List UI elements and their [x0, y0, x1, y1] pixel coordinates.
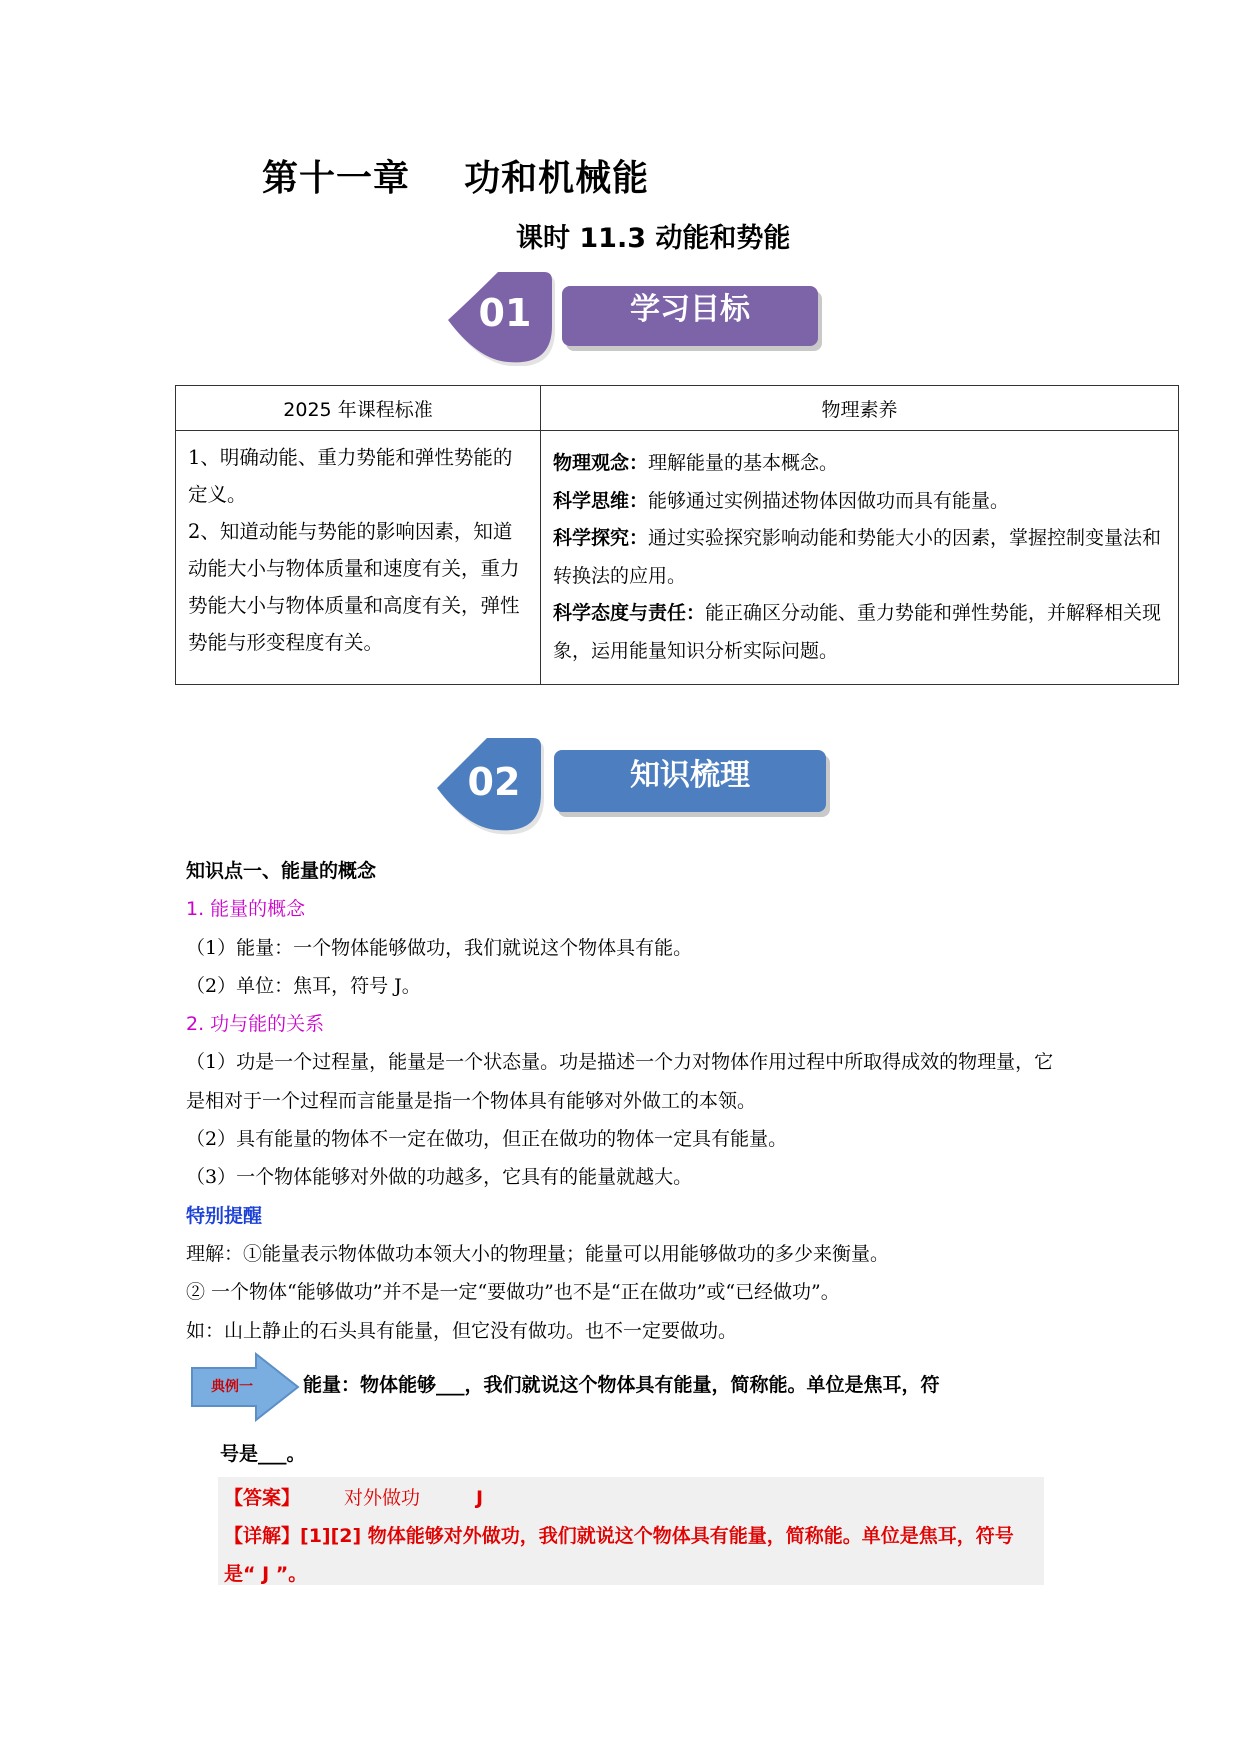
subsection-title: 1. 能量的概念 — [186, 898, 306, 921]
detail-text: [1][2] 物体能够对外做功，我们就说这个物体具有能量，简称能。单位是焦耳，符号是“ J ”。 — [224, 1525, 1014, 1585]
literacy-label: 物理观念： — [553, 452, 649, 474]
answer-value: J — [476, 1487, 484, 1509]
knowledge-point-title: 知识点一、能量的概念 — [186, 860, 377, 882]
answer-line — [224, 1479, 1038, 1517]
literacy-item — [553, 520, 1166, 595]
standard-item: 2、知道动能与势能的影响因素，知道动能大小与物体质量和速度有关，重力势能大小与物体质量和高度有关，弹性势能与形变程度有关。 — [188, 520, 520, 654]
literacy-label: 科学态度与责任： — [553, 602, 706, 624]
note-title: 特别提醒 — [186, 1204, 263, 1227]
answer-value: 对外做功 — [344, 1487, 421, 1509]
literacy-text: 理解能量的基本概念。 — [648, 452, 839, 474]
paragraph: （3）一个物体能够对外做的功越多，它具有的能量就越大。 — [186, 1166, 693, 1189]
answer-label: 【答案】 — [224, 1487, 301, 1509]
literacy-text: 能够通过实例描述物体因做功而具有能量。 — [648, 489, 1010, 512]
table-header-cell: 2025 年课程标准 — [176, 386, 541, 431]
note-line: 理解：①能量表示物体做功本领大小的物理量；能量可以用能够做功的多少来衡量。 — [186, 1242, 890, 1265]
literacy-item — [553, 595, 1166, 670]
literacy-label: 科学探究： — [553, 527, 649, 549]
physics-literacy-cell — [541, 431, 1179, 685]
note-line: 如：山上静止的石头具有能量，但它没有做功。也不一定要做功。 — [186, 1319, 738, 1342]
paragraph: （1）能量：一个物体能够做功，我们就说这个物体具有能。 — [186, 936, 693, 959]
paragraph: （2）单位：焦耳，符号 J。 — [186, 974, 421, 997]
chapter-title: 第十一章 功和机械能 — [262, 158, 650, 199]
learning-goals-table — [175, 385, 1179, 685]
section-number: 01 — [478, 291, 532, 335]
section-label: 学习目标 — [562, 286, 818, 346]
curriculum-standard-cell — [176, 431, 541, 685]
example-question-continued: 号是___。 — [220, 1443, 306, 1465]
literacy-item — [553, 483, 1166, 521]
paragraph: （2）具有能量的物体不一定在做功，但正在做功的物体一定具有能量。 — [186, 1128, 788, 1151]
detail-line — [224, 1517, 1038, 1593]
detail-label: 【详解】 — [224, 1525, 301, 1547]
standard-item: 1、明确动能、重力势能和弹性势能的定义。 — [188, 446, 513, 506]
literacy-text: 通过实验探究影响动能和势能大小的因素，掌握控制变量法和转换法的应用。 — [553, 527, 1162, 587]
example-tag: 典例一 — [211, 1379, 253, 1395]
literacy-text: 能正确区分动能、重力势能和弹性势能，并解释相关现象，运用能量知识分析实际问题。 — [553, 602, 1162, 662]
answer-box — [218, 1477, 1044, 1585]
subsection-title: 2. 功与能的关系 — [186, 1013, 325, 1036]
section-label: 知识梳理 — [554, 750, 826, 812]
section-banner-goals — [448, 266, 828, 366]
lesson-title: 课时 11.3 动能和势能 — [516, 223, 791, 254]
table-header-cell: 物理素养 — [541, 386, 1179, 431]
note-line: ② 一个物体“能够做功”并不是一定“要做功”也不是“正在做功”或“已经做功”。 — [186, 1281, 840, 1304]
section-number: 02 — [467, 760, 521, 804]
example-question: 能量：物体能够___，我们就说这个物体具有能量，简称能。单位是焦耳，符 — [303, 1374, 940, 1396]
section-banner-knowledge — [437, 732, 837, 836]
literacy-label: 科学思维： — [553, 489, 649, 512]
table-row — [176, 431, 1179, 685]
paragraph: （1）功是一个过程量，能量是一个状态量。功是描述一个力对物体作用过程中所取得成效的物理量，它是相对于一个过程而言能量是指一个物体具有能够对外做工的本领。 — [186, 1051, 1054, 1112]
table-header-row — [176, 386, 1179, 431]
knowledge-content — [186, 852, 1066, 1350]
literacy-item — [553, 445, 1166, 483]
